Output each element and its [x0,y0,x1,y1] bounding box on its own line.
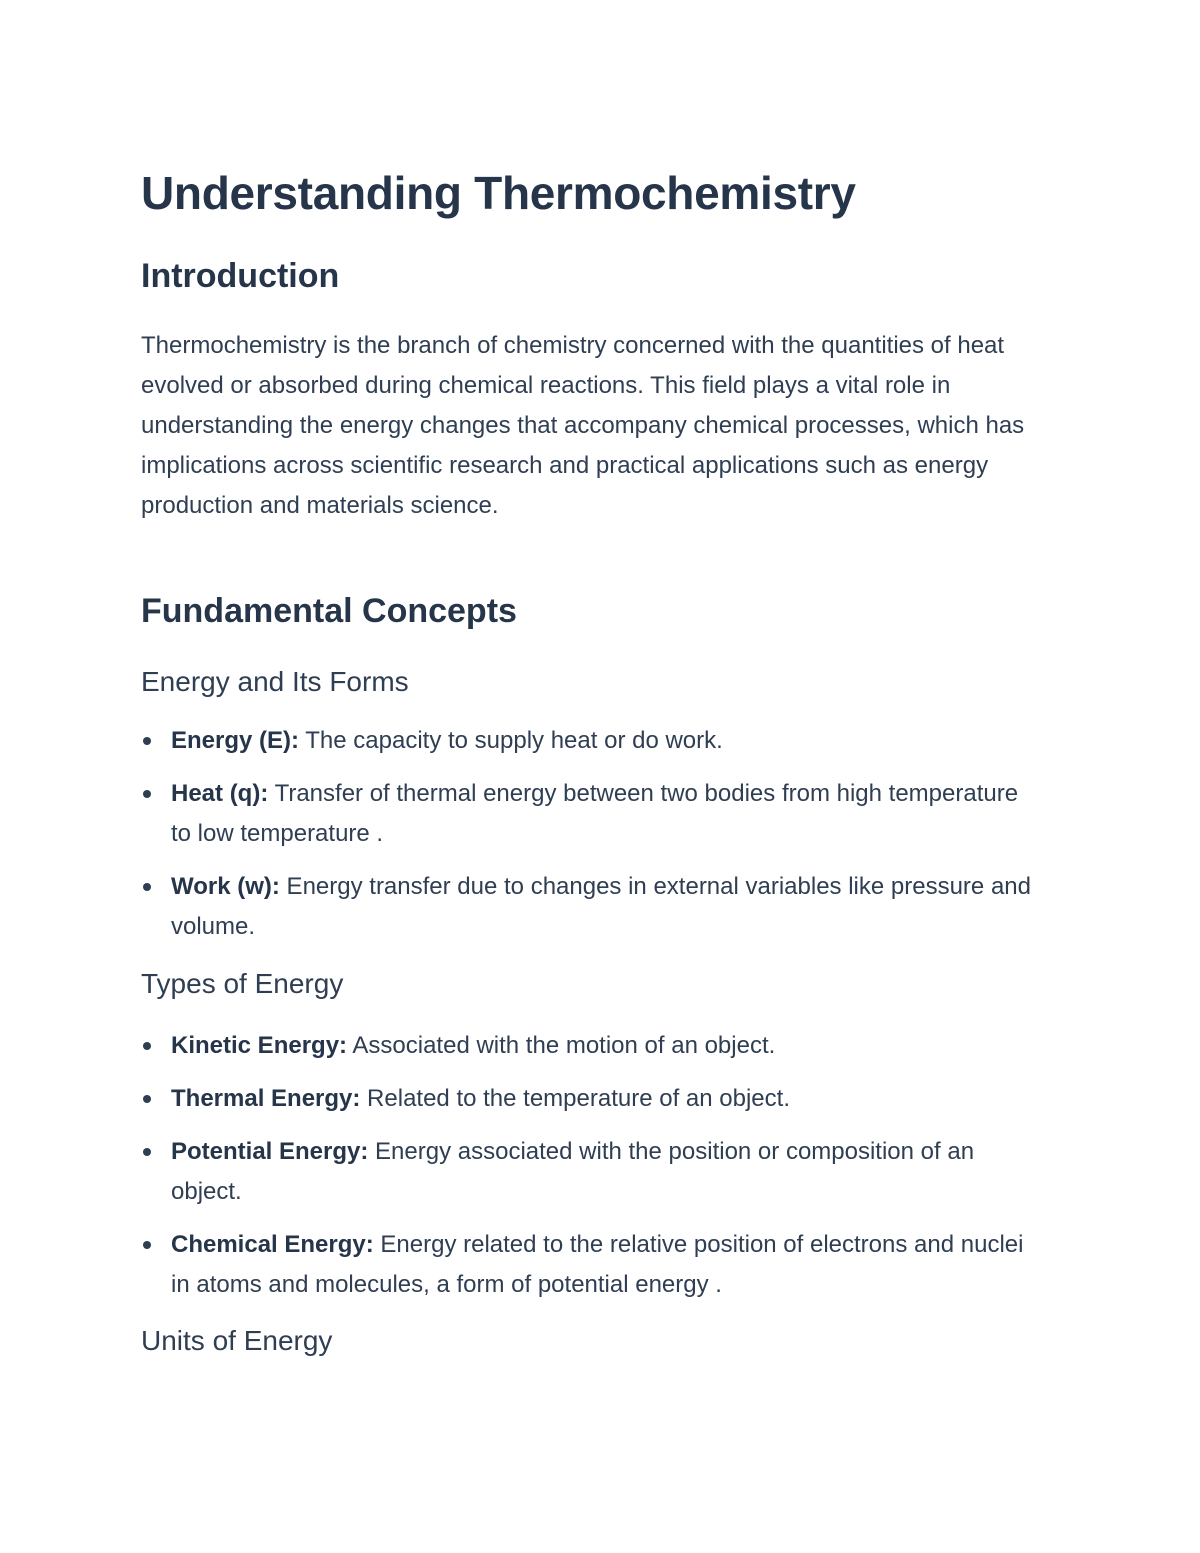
energy-units-heading: Units of Energy [141,1325,333,1356]
list-item-term: Energy (E): [171,727,300,754]
energy-types-heading: Types of Energy [141,968,344,999]
list-item-text: Associated with the motion of an object. [347,1032,776,1059]
document-title: Understanding Thermochemistry [141,167,856,219]
bullet-icon [143,1095,151,1103]
list-item [141,1225,1041,1305]
list-item-term: Kinetic Energy: [171,1032,348,1059]
energy-types-list [141,1026,1041,1318]
list-item [141,721,1041,761]
list-item-term: Thermal Energy: [171,1085,361,1112]
list-item [141,867,1041,947]
list-item-text: Energy associated with the position or composition of an object. [171,1138,975,1205]
list-item-term: Work (w): [171,873,280,900]
bullet-icon [143,1042,151,1050]
list-item-text: Related to the temperature of an object. [360,1085,790,1112]
list-item [141,1132,1041,1212]
list-item-text: Energy transfer due to changes in external variables like pressure and volume. [171,873,1031,940]
list-item-text: Energy related to the relative position of electrons and nuclei in atoms and molecules, a form of potential energy . [171,1231,1024,1298]
introduction-heading: Introduction [141,257,340,295]
list-item [141,1079,1041,1119]
list-item-term: Potential Energy: [171,1138,369,1165]
fundamental-concepts-heading: Fundamental Concepts [141,592,517,630]
bullet-icon [143,1241,151,1249]
energy-forms-heading: Energy and Its Forms [141,666,409,697]
list-item-text: Transfer of thermal energy between two bodies from high temperature to low temperature . [171,780,1019,847]
bullet-icon [143,1148,151,1156]
list-item [141,1026,1041,1066]
bullet-icon [143,790,151,798]
list-item-text: The capacity to supply heat or do work. [299,727,723,754]
list-item-term: Heat (q): [171,780,269,807]
list-item-term: Chemical Energy: [171,1231,374,1258]
energy-forms-list [141,721,1041,960]
bullet-icon [143,737,151,745]
introduction-paragraph: Thermochemistry is the branch of chemistry concerned with the quantities of heat evolved or absorbed during chemical reactions. This field plays a vital role in understanding the energy changes that accompany chemical processes, which has implications across scientific research and practical applications such as energy production and materials science. [141,332,1025,519]
list-item [141,774,1041,854]
bullet-icon [143,883,151,891]
